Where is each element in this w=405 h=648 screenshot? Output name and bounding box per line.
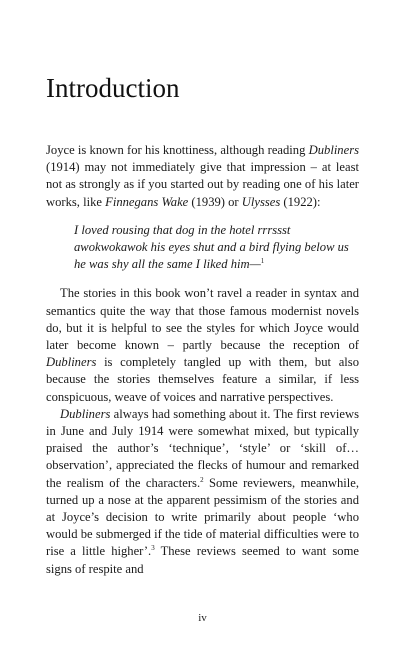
italic-title: Dubliners [60,406,111,421]
quote-text: I loved rousing that dog in the hotel rrrssst awokwokawok his eyes shut and a bird flying below us he was shy all the same I liked him— [74,222,349,272]
text-run: (1914) may not immediately give that impression – at least not as strongly as if you started out by reading one of his later works, like [46,160,359,209]
text-run: Joyce is known for his knottiness, although reading [46,143,309,157]
italic-title: Finnegans Wake [105,194,189,209]
footnote-marker: 3 [151,544,155,553]
text-run: These reviews seemed to want some signs of respite and [46,544,359,576]
text-run: is completely tangled up with them, but also because the stories themselves feature a similar, if less conspicuous, weave of voices and narrative perspectives. [46,355,359,404]
paragraph-3 [46,406,359,578]
page-number: iv [198,612,207,624]
italic-title: Ulysses [241,194,281,209]
text-run: Some reviewers, meanwhile, turned up a nose at the apparent pessimism of the stories and at Joyce’s decision to write primarily about people ‘who would be submerged if the tide of material difficulties were to rise a little higher’. [46,475,359,559]
paragraph-2 [46,285,359,405]
block-quote [74,222,359,274]
italic-title: Dubliners [46,355,97,370]
footnote-marker: 1 [260,257,265,266]
chapter-title: Introduction [46,73,180,103]
chapter-body [46,142,359,578]
text-run: (1939) or [188,194,242,209]
italic-title: Dubliners [308,143,359,157]
text-run: The stories in this book won’t ravel a reader in syntax and semantics quite the way that those famous modernist novels do, but it is helpful to see the styles for which Joyce would later become known – partly because the reception of [46,286,359,353]
footnote-marker: 2 [200,475,204,484]
text-run: (1922): [280,194,321,209]
text-run: always had something about it. The first reviews in June and July 1914 were somewhat mixed, but typically praised the author’s ‘technique’, ‘style’ or ‘skill of…observation’, appreciated the flecks of humour and remarked the realism of the characters. [46,406,359,490]
paragraph-1 [46,142,359,211]
